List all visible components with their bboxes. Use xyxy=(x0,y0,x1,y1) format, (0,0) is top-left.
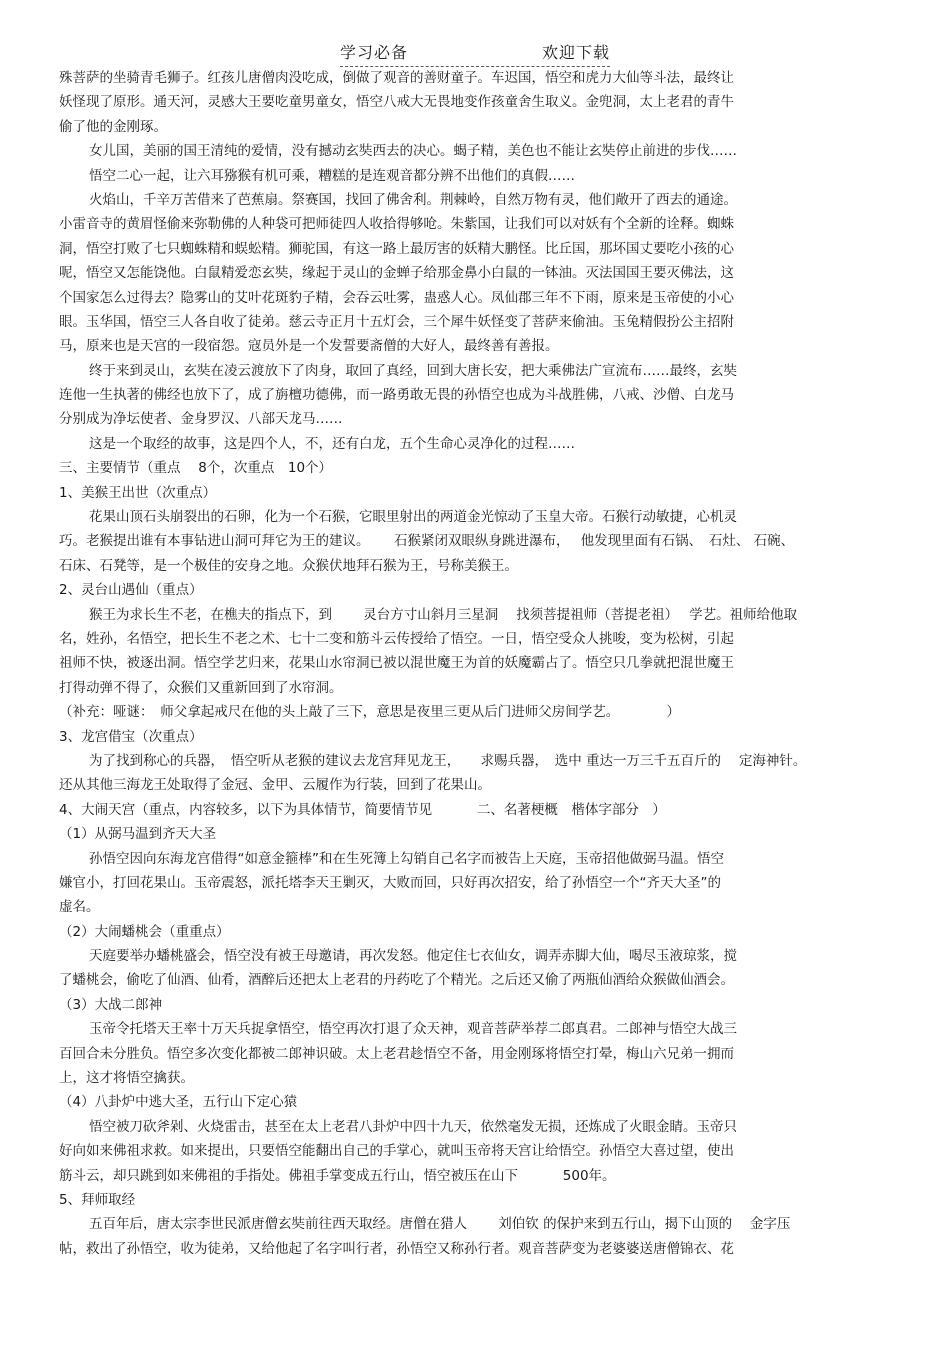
text-line: 天庭要举办蟠桃盛会，悟空没有被王母邀请，再次发怒。他定住七衣仙女，调弄赤脚大仙，喝尽玉液琼浆，搅 xyxy=(89,948,737,965)
text-line: 打得动弹不得了，众猴们又重新回到了水帘洞。 xyxy=(59,679,343,696)
page-header xyxy=(340,40,610,67)
text-line: 呢，悟空又怎能饶他。白鼠精爱恋玄奘，缘起于灵山的金蝉子给那金鼻小白鼠的一钵油。灭法国国王要灭佛法，这 xyxy=(59,265,734,282)
text-line: 帖，救出了孙悟空，收为徒弟，又给他起了名字叫行者，孙悟空又称孙行者。观音菩萨变为老婆婆送唐僧锦衣、花 xyxy=(59,1240,734,1257)
document-body xyxy=(59,66,894,1261)
text-line: 还从其他三海龙王处取得了金冠、金甲、云履作为行装，回到了花果山。 xyxy=(59,777,491,794)
text-line: 分别成为净坛使者、金身罗汉、八部天龙马…… xyxy=(59,411,343,428)
text-line: 嫌官小，打回花果山。玉帝震怒，派托塔李天王剿灭，大败而回，只好再次招安，给了孙悟空一个“齐天大圣”的 xyxy=(59,874,721,891)
text-line: 孙悟空因向东海龙宫借得“如意金箍棒”和在生死簿上勾销自己名字而被告上天庭，玉帝招他做弼马温。悟空 xyxy=(89,850,724,867)
header-left-text: 学习必备 xyxy=(340,43,409,62)
text-line: 猴王为求长生不老，在樵夫的指点下，到 灵台方寸山斜月三星洞 找须菩提祖师（菩提老祖） 学艺。祖师给他取 xyxy=(89,606,798,623)
text-line: （2）大闹蟠桃会（重重点） xyxy=(59,923,230,940)
text-line: 悟空二心一起，让六耳猕猴有机可乘，糟糕的是连观音都分辨不出他们的真假…… xyxy=(89,167,575,184)
text-line: 女儿国，美丽的国王清纯的爱情，没有撼动玄奘西去的决心。蝎子精，美色也不能让玄奘停止前进的步伐…… xyxy=(89,143,737,160)
text-line: 4、大闹天宫（重点，内容较多，以下为具体情节，简要情节见 二、名著梗概 楷体字部分 ） xyxy=(59,801,666,818)
text-line: （4）八卦炉中逃大圣，五行山下定心猿 xyxy=(59,1094,298,1111)
text-line: 眼。玉华国，悟空三人各自收了徒弟。慈云寺正月十五灯会，三个犀牛妖怪变了菩萨来偷油。玉兔精假扮公主招附 xyxy=(59,313,734,330)
text-line: 火焰山，千辛万苦借来了芭蕉扇。祭赛国，找回了佛舍利。荆棘岭，自然万物有灵，他们敞开了西去的通途。 xyxy=(89,191,737,208)
text-line: 3、龙宫借宝（次重点） xyxy=(59,728,203,745)
text-line: 祖师不快，被逐出洞。悟空学艺归来，花果山水帘洞已被以混世魔王为首的妖魔霸占了。悟空只几拳就把混世魔王 xyxy=(59,655,734,672)
text-line: 悟空被刀砍斧剁、火烧雷击，甚至在太上老君八卦炉中四十九天，依然毫发无损，还炼成了火眼金睛。玉帝只 xyxy=(89,1118,737,1135)
text-line: 殊菩萨的坐骑青毛狮子。红孩儿唐僧肉没吃成，倒做了观音的善财童子。车迟国，悟空和虎力大仙等斗法，最终让 xyxy=(59,70,734,86)
text-line: 筋斗云，却只跳到如来佛祖的手指处。佛祖手掌变成五行山，悟空被压在山下 500年。 xyxy=(59,1167,616,1184)
text-line: 百回合未分胜负。悟空多次变化都被二郎神识破。太上老君趁悟空不备，用金刚琢将悟空打晕，梅山六兄弟一拥而 xyxy=(59,1045,734,1062)
text-line: 好向如来佛祖求救。如来提出，只要悟空能翻出自己的手掌心，就叫玉帝将天宫让给悟空。孙悟空大喜过望，使出 xyxy=(59,1143,734,1160)
text-line: 名，姓孙，名悟空，把长生不老之术、七十二变和筋斗云传授给了悟空。一日，悟空受众人挑唆，变为松树，引起 xyxy=(59,630,734,647)
text-line: 虚名。 xyxy=(59,899,100,916)
text-line: 上，这才将悟空擒获。 xyxy=(59,1070,194,1087)
text-line: 小雷音寺的黄眉怪偷来弥勒佛的人种袋可把师徒四人收拾得够呛。朱紫国，让我们可以对妖有个全新的诠释。蜘蛛 xyxy=(59,216,734,233)
text-line: 妖怪现了原形。通天河，灵感大王要吃童男童女，悟空八戒大无畏地变作孩童舍生取义。金兜洞，太上老君的青牛 xyxy=(59,94,734,111)
text-line: 个国家怎么过得去？隐雾山的艾叶花斑豹子精，会吞云吐雾，蛊惑人心。凤仙郡三年不下雨，原来是玉帝使的小心 xyxy=(59,289,734,306)
text-line: 5、拜师取经 xyxy=(59,1191,136,1208)
text-line: 石床、石凳等，是一个极佳的安身之地。众猴伏地拜石猴为王，号称美猴王。 xyxy=(59,557,518,574)
text-line: 2、灵台山遇仙（重点） xyxy=(59,582,203,599)
text-line: （3）大战二郎神 xyxy=(59,996,163,1013)
text-line: 洞，悟空打败了七只蜘蛛精和蜈蚣精。狮驼国，有这一路上最厉害的妖精大鹏怪。比丘国，那坏国丈要吃小孩的心 xyxy=(59,240,734,257)
text-line: 偷了他的金刚琢。 xyxy=(59,118,167,135)
text-line: 五百年后，唐太宗李世民派唐僧玄奘前往西天取经。唐僧在猎人 刘伯钦 的保护来到五行山，揭下山顶的 金字压 xyxy=(89,1216,791,1233)
text-line: 终于来到灵山，玄奘在凌云渡放下了肉身，取回了真经，回到大唐长安，把大乘佛法广宣流布……最终，玄奘 xyxy=(89,362,737,379)
text-line: 了蟠桃会，偷吃了仙酒、仙肴，酒醉后还把太上老君的丹药吃了个精光。之后还又偷了两瓶仙酒给众猴做仙酒会。 xyxy=(59,972,734,989)
text-line: 巧。老猴提出谁有本事钻进山洞可拜它为王的建议。 石猴紧闭双眼纵身跳进瀑布， 他发现里面有石锅、 石灶、 石碗、 xyxy=(59,533,795,550)
text-line: 马，原来也是天宫的一段宿怨。寇员外是一个发誓要斋僧的大好人，最终善有善报。 xyxy=(59,338,559,355)
text-line: （1）从弼马温到齐天大圣 xyxy=(59,826,217,843)
text-line: 玉帝令托塔天王率十万天兵捉拿悟空，悟空再次打退了众天神，观音菩萨举荐二郎真君。二郎神与悟空大战三 xyxy=(89,1021,737,1038)
text-line: （补充：哑谜： 师父拿起戒尺在他的头上敲了三下，意思是夜里三更从后门进师父房间学艺。 ） xyxy=(59,704,680,721)
text-line: 为了找到称心的兵器， 悟空听从老猴的建议去龙宫拜见龙王， 求赐兵器， 选中 重达一万三千五百斤的 定海神针。 xyxy=(89,752,807,769)
text-line: 1、美猴王出世（次重点） xyxy=(59,484,217,501)
header-right-text: 欢迎下载 xyxy=(541,43,610,62)
text-line: 花果山顶石头崩裂出的石卵，化为一个石猴，它眼里射出的两道金光惊动了玉皇大帝。石猴行动敏捷，心机灵 xyxy=(89,509,737,526)
text-line: 三、主要情节（重点 8个，次重点 10个） xyxy=(59,460,333,477)
text-line: 这是一个取经的故事，这是四个人，不，还有白龙，五个生命心灵净化的过程…… xyxy=(89,435,575,452)
text-line: 连他一生执著的佛经也放下了，成了旃檀功德佛，而一路勇敢无畏的孙悟空也成为斗战胜佛，八戒、沙僧、白龙马 xyxy=(59,387,734,404)
